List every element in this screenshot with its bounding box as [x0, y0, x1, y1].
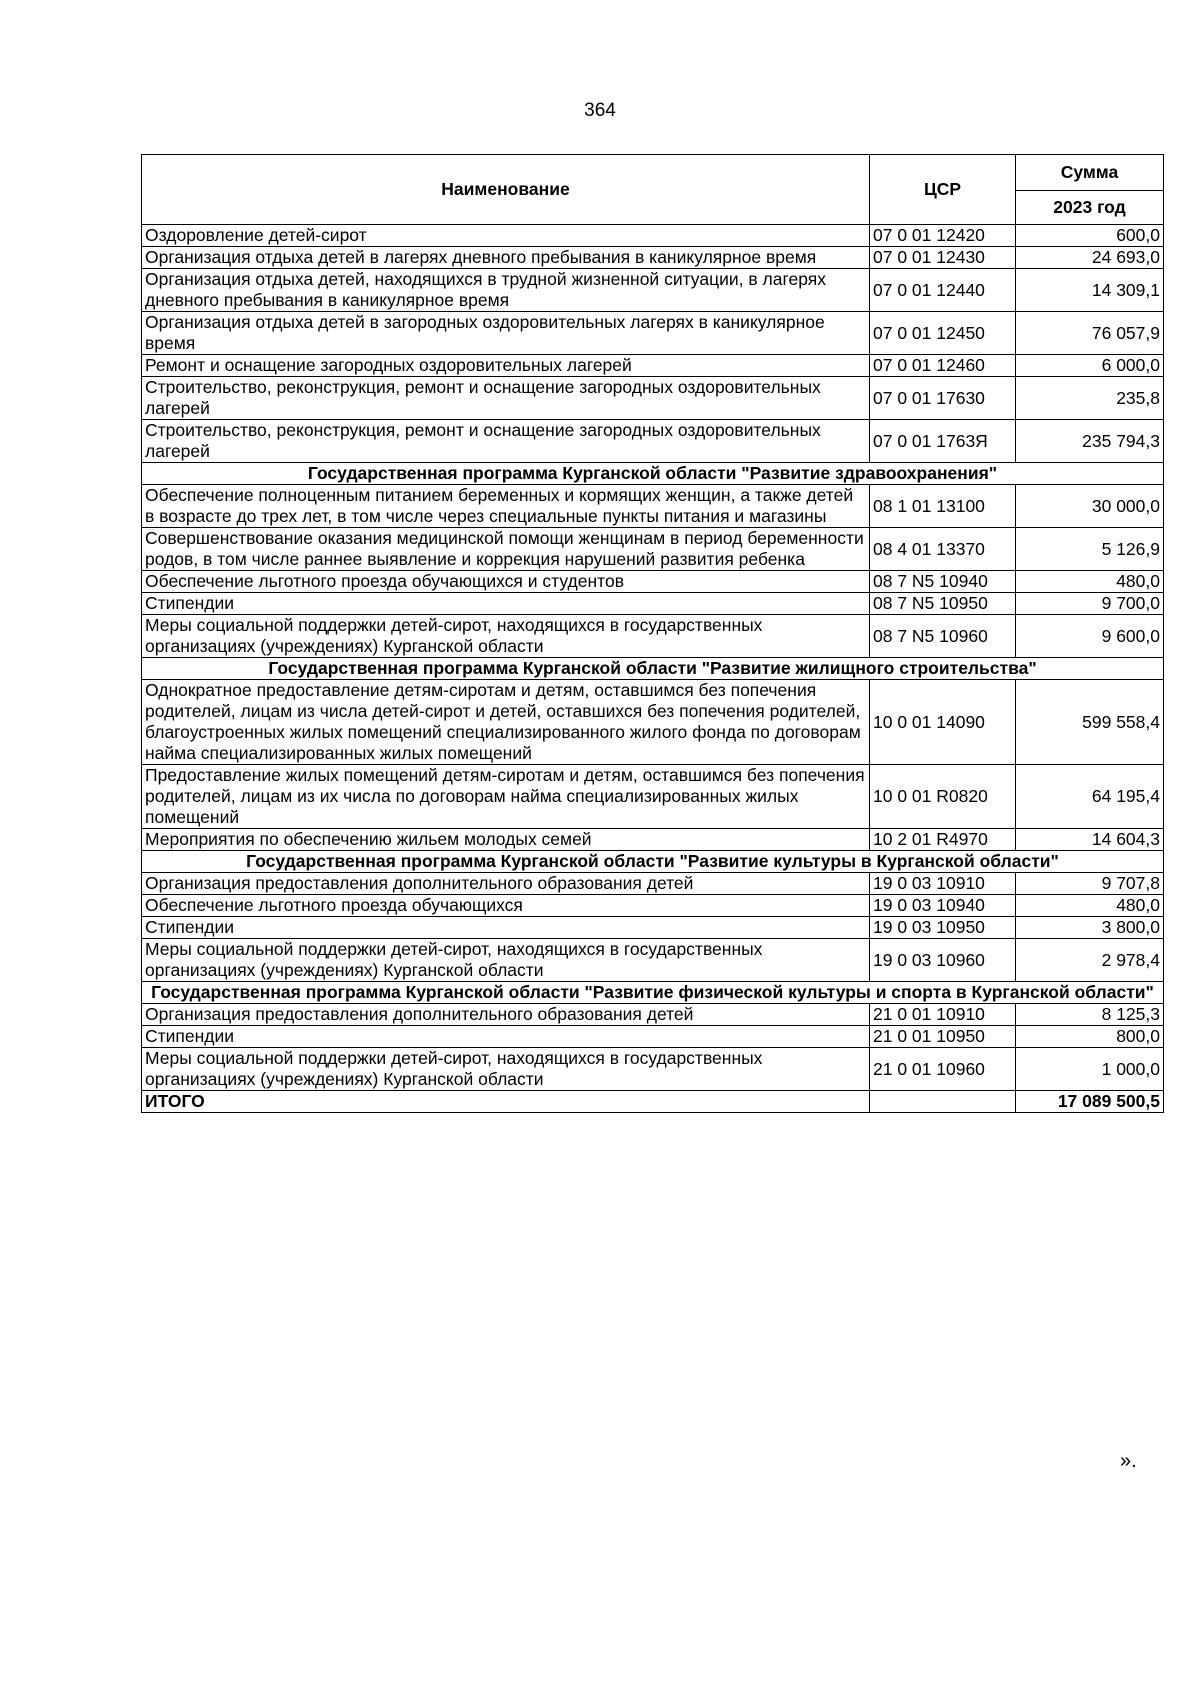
item-amount: 235,8 [1016, 377, 1164, 420]
item-amount: 600,0 [1016, 225, 1164, 247]
item-name: Организация отдыха детей в лагерях дневного пребывания в каникулярное время [142, 247, 870, 269]
item-amount: 800,0 [1016, 1026, 1164, 1048]
item-name: Меры социальной поддержки детей-сирот, находящихся в государственных организациях (учреждениях) Курганской области [142, 939, 870, 982]
item-code: 10 2 01 R4970 [870, 829, 1016, 851]
section-title: Государственная программа Курганской области "Развитие физической культуры и спорта в Курганской области" [142, 982, 1164, 1004]
section-row [142, 658, 1164, 680]
table-row [142, 528, 1164, 571]
item-name: Мероприятия по обеспечению жильем молодых семей [142, 829, 870, 851]
item-amount: 480,0 [1016, 895, 1164, 917]
item-name: Ремонт и оснащение загородных оздоровительных лагерей [142, 355, 870, 377]
item-code: 08 1 01 13100 [870, 485, 1016, 528]
budget-table [141, 154, 1164, 1113]
item-name: Меры социальной поддержки детей-сирот, находящихся в государственных организациях (учреждениях) Курганской области [142, 615, 870, 658]
item-amount: 14 309,1 [1016, 269, 1164, 312]
section-title: Государственная программа Курганской области "Развитие здравоохранения" [142, 463, 1164, 485]
item-amount: 64 195,4 [1016, 765, 1164, 829]
header-name: Наименование [142, 155, 870, 225]
item-code: 08 7 N5 10960 [870, 615, 1016, 658]
table-row [142, 485, 1164, 528]
item-name: Совершенствование оказания медицинской помощи женщинам в период беременности родов, в том числе раннее выявление и коррекция нарушений развития ребенка [142, 528, 870, 571]
section-row [142, 982, 1164, 1004]
table-row [142, 829, 1164, 851]
total-code [870, 1091, 1016, 1113]
table-header [142, 155, 1164, 225]
table-row [142, 765, 1164, 829]
item-name: Стипендии [142, 593, 870, 615]
table-row [142, 377, 1164, 420]
item-amount: 24 693,0 [1016, 247, 1164, 269]
table-row [142, 355, 1164, 377]
item-name: Стипендии [142, 1026, 870, 1048]
item-code: 08 4 01 13370 [870, 528, 1016, 571]
table-body [142, 225, 1164, 1113]
item-code: 19 0 03 10950 [870, 917, 1016, 939]
item-code: 07 0 01 12440 [870, 269, 1016, 312]
item-amount: 8 125,3 [1016, 1004, 1164, 1026]
item-amount: 6 000,0 [1016, 355, 1164, 377]
table-row [142, 312, 1164, 355]
table-row [142, 225, 1164, 247]
item-name: Оздоровление детей-сирот [142, 225, 870, 247]
table-row [142, 247, 1164, 269]
table-row [142, 917, 1164, 939]
item-code: 08 7 N5 10940 [870, 571, 1016, 593]
item-name: Обеспечение льготного проезда обучающихся и студентов [142, 571, 870, 593]
item-code: 19 0 03 10940 [870, 895, 1016, 917]
page-number: 364 [584, 100, 616, 121]
item-code: 07 0 01 17630 [870, 377, 1016, 420]
closing-quote-mark: ». [1120, 1450, 1137, 1472]
table-row [142, 1048, 1164, 1091]
item-amount: 599 558,4 [1016, 680, 1164, 765]
table-row [142, 420, 1164, 463]
header-code: ЦСР [870, 155, 1016, 225]
item-name: Организация предоставления дополнительного образования детей [142, 1004, 870, 1026]
total-amount: 17 089 500,5 [1016, 1091, 1164, 1113]
item-code: 21 0 01 10960 [870, 1048, 1016, 1091]
table-row [142, 1004, 1164, 1026]
section-title: Государственная программа Курганской области "Развитие жилищного строительства" [142, 658, 1164, 680]
table-row [142, 571, 1164, 593]
item-amount: 30 000,0 [1016, 485, 1164, 528]
total-label: ИТОГО [142, 1091, 870, 1113]
header-year: 2023 год [1016, 191, 1164, 225]
table-row [142, 680, 1164, 765]
table-row [142, 873, 1164, 895]
item-name: Организация отдыха детей, находящихся в трудной жизненной ситуации, в лагерях дневного пребывания в каникулярное время [142, 269, 870, 312]
section-row [142, 463, 1164, 485]
item-name: Обеспечение льготного проезда обучающихся [142, 895, 870, 917]
item-amount: 76 057,9 [1016, 312, 1164, 355]
item-amount: 1 000,0 [1016, 1048, 1164, 1091]
section-title: Государственная программа Курганской области "Развитие культуры в Курганской области" [142, 851, 1164, 873]
table-row [142, 615, 1164, 658]
total-row [142, 1091, 1164, 1113]
item-code: 08 7 N5 10950 [870, 593, 1016, 615]
table-row [142, 895, 1164, 917]
item-name: Строительство, реконструкция, ремонт и оснащение загородных оздоровительных лагерей [142, 377, 870, 420]
table-row [142, 1026, 1164, 1048]
table-row [142, 269, 1164, 312]
table-row [142, 593, 1164, 615]
item-amount: 9 707,8 [1016, 873, 1164, 895]
item-code: 07 0 01 12460 [870, 355, 1016, 377]
item-code: 07 0 01 12450 [870, 312, 1016, 355]
item-name: Обеспечение полноценным питанием беременных и кормящих женщин, а также детей в возрасте до трех лет, в том числе через специальные пункты питания и магазины [142, 485, 870, 528]
item-name: Стипендии [142, 917, 870, 939]
item-code: 19 0 03 10910 [870, 873, 1016, 895]
section-row [142, 851, 1164, 873]
item-code: 21 0 01 10950 [870, 1026, 1016, 1048]
item-code: 07 0 01 12430 [870, 247, 1016, 269]
header-sum: Сумма [1016, 155, 1164, 191]
item-amount: 14 604,3 [1016, 829, 1164, 851]
item-name: Меры социальной поддержки детей-сирот, находящихся в государственных организациях (учреждениях) Курганской области [142, 1048, 870, 1091]
table-row [142, 939, 1164, 982]
item-code: 07 0 01 1763Я [870, 420, 1016, 463]
item-name: Однократное предоставление детям-сиротам и детям, оставшимся без попечения родителей, лицам из числа детей-сирот и детей, оставшихся без попечения родителей, благоустроенных жилых помещений специализированного жилого фонда по договорам найма специализированных жилых помещений [142, 680, 870, 765]
item-code: 10 0 01 14090 [870, 680, 1016, 765]
item-amount: 9 600,0 [1016, 615, 1164, 658]
item-amount: 5 126,9 [1016, 528, 1164, 571]
item-code: 10 0 01 R0820 [870, 765, 1016, 829]
item-code: 21 0 01 10910 [870, 1004, 1016, 1026]
item-amount: 235 794,3 [1016, 420, 1164, 463]
item-code: 07 0 01 12420 [870, 225, 1016, 247]
item-name: Строительство, реконструкция, ремонт и оснащение загородных оздоровительных лагерей [142, 420, 870, 463]
item-amount: 480,0 [1016, 571, 1164, 593]
item-amount: 3 800,0 [1016, 917, 1164, 939]
item-name: Организация предоставления дополнительного образования детей [142, 873, 870, 895]
item-code: 19 0 03 10960 [870, 939, 1016, 982]
item-amount: 9 700,0 [1016, 593, 1164, 615]
item-name: Организация отдыха детей в загородных оздоровительных лагерях в каникулярное время [142, 312, 870, 355]
item-name: Предоставление жилых помещений детям-сиротам и детям, оставшимся без попечения родителей, лицам из их числа по договорам найма специализированных жилых помещений [142, 765, 870, 829]
item-amount: 2 978,4 [1016, 939, 1164, 982]
